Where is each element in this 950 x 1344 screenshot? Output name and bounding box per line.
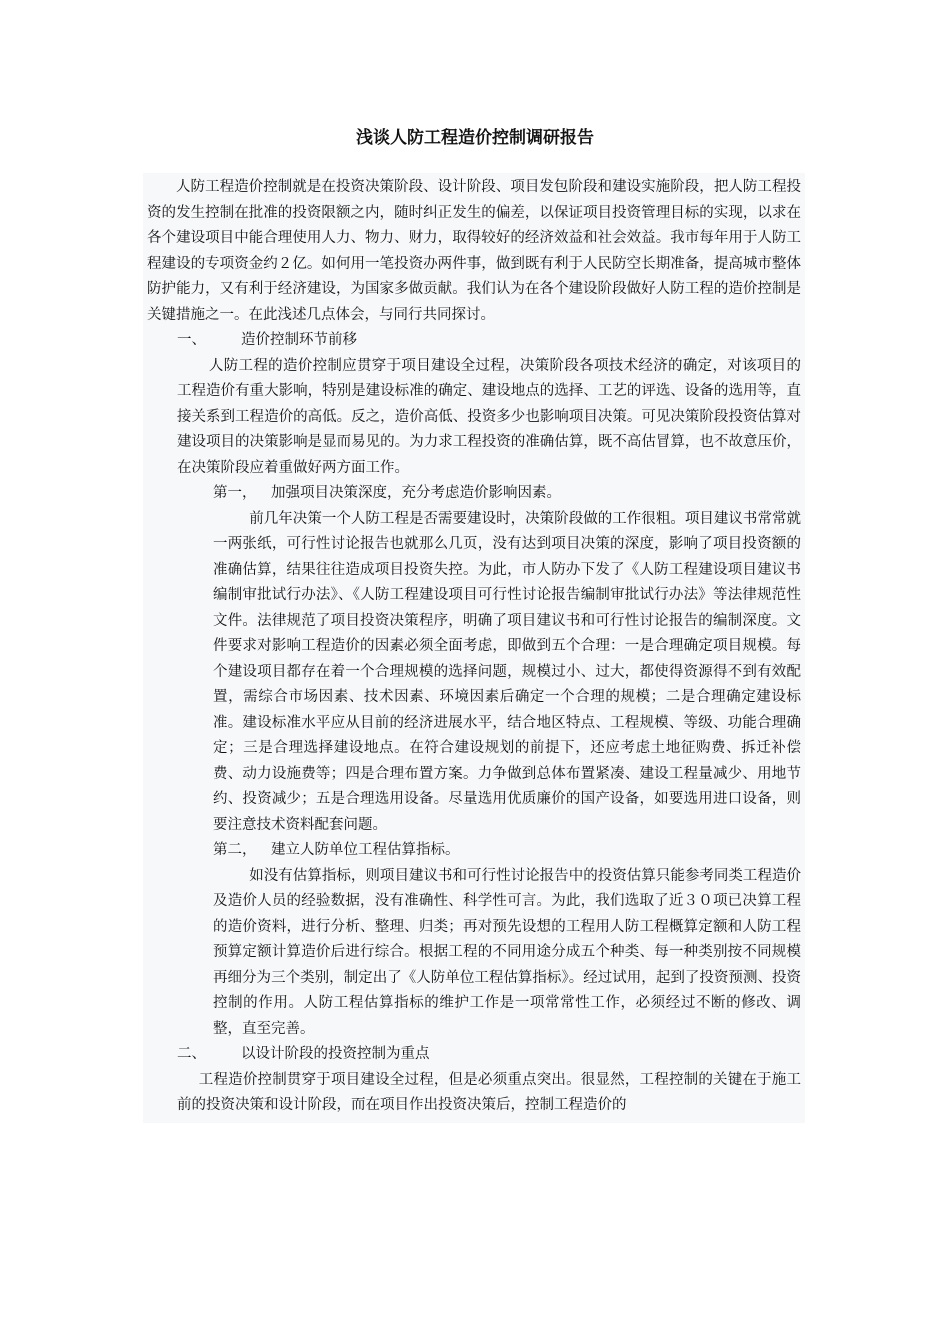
- document-body: [143, 173, 805, 1123]
- section-1-paragraph: 人防工程的造价控制应贯穿于项目建设全过程，决策阶段各项技术经济的确定，对该项目的工程造价有重大影响，特别是建设标准的确定、建设地点的选择、工艺的评选、设备的选用等，直接关系到工程造价的高低。反之，造价高低、投资多少也影响项目决策。可见决策阶段投资估算对建设项目的决策影响是显而易见的。为力求工程投资的准确估算，既不高估冒算，也不故意压价，在决策阶段应着重做好两方面工作。: [177, 357, 801, 476]
- subsection-number: 第一，: [213, 485, 257, 501]
- subsection-number: 第二，: [213, 842, 257, 858]
- section-2-paragraph: 工程造价控制贯穿于项目建设全过程，但是必须重点突出。很显然，工程控制的关键在于施工前的投资决策和设计阶段，而在项目作出投资决策后，控制工程造价的: [177, 1071, 801, 1113]
- section-heading-1: [147, 328, 801, 354]
- subsection-1-paragraph: 前几年决策一个人防工程是否需要建设时，决策阶段做的工作很粗。项目建议书常常就一两张纸，可行性讨论报告也就那么几页，没有达到项目决策的深度，影响了项目投资额的准确估算，结果往往造成项目投资失控。为此，市人防办下发了《人防工程建设项目建议书编制审批试行办法》、《人防工程建设项目可行性讨论报告编制审批试行办法》等法律规范性文件。法律规范了项目投资决策程序，明确了项目建议书和可行性讨论报告的编制深度。文件要求对影响工程造价的因素必须全面考虑，即做到五个合理：一是合理确定项目规模。每个建设项目都存在着一个合理规模的选择问题，规模过小、过大，都使得资源得不到有效配置，需综合市场因素、技术因素、环境因素后确定一个合理的规模；二是合理确定建设标准。建设标准水平应从目前的经济进展水平，结合地区特点、工程规模、等级、功能合理确定；三是合理选择建设地点。在符合建设规划的前提下，还应考虑土地征购费、拆迁补偿费、动力设施费等；四是合理布置方案。力争做到总体布置紧凑、建设工程量减少、用地节约、投资减少；五是合理选用设备。尽量选用优质廉价的国产设备，如要选用进口设备，则要注意技术资料配套问题。: [213, 510, 801, 833]
- intro-paragraph: 人防工程造价控制就是在投资决策阶段、设计阶段、项目发包阶段和建设实施阶段，把人防工程投资的发生控制在批准的投资限额之内，随时纠正发生的偏差，以保证项目投资管理目标的实现，以求在各个建设项目中能合理使用人力、物力、财力，取得较好的经济效益和社会效益。我市每年用于人防工程建设的专项资金约２亿。如何用一笔投资办两件事，做到既有利于人民防空长期准备，提高城市整体防护能力，又有利于经济建设，为国家多做贡献。我们认为在各个建设阶段做好人防工程的造价控制是关键措施之一。在此浅述几点体会，与同行共同探讨。: [147, 179, 801, 323]
- section-heading-text: 造价控制环节前移: [241, 332, 357, 348]
- subsection-heading-2: [147, 838, 801, 864]
- document-title: 浅谈人防工程造价控制调研报告: [356, 128, 594, 148]
- section-heading-text: 以设计阶段的投资控制为重点: [241, 1046, 430, 1062]
- section-number: 一、: [177, 332, 206, 348]
- section-number: 二、: [177, 1046, 206, 1062]
- subsection-heading-1: [147, 481, 801, 507]
- section-heading-2: [147, 1042, 801, 1068]
- subsection-heading-text: 建立人防单位工程估算指标。: [271, 842, 460, 858]
- subsection-heading-text: 加强项目决策深度，充分考虑造价影响因素。: [271, 485, 561, 501]
- subsection-2-paragraph: 如没有估算指标，则项目建议书和可行性讨论报告中的投资估算只能参考同类工程造价及造价人员的经验数据，没有准确性、科学性可言。为此，我们选取了近３０项已决算工程的造价资料，进行分析、整理、归类；再对预先设想的工程用人防工程概算定额和人防工程预算定额计算造价后进行综合。根据工程的不同用途分成五个种类、每一种类别按不同规模再细分为三个类别，制定出了《人防单位工程估算指标》。经过试用，起到了投资预测、投资控制的作用。人防工程估算指标的维护工作是一项常常性工作，必须经过不断的修改、调整，直至完善。: [213, 867, 801, 1037]
